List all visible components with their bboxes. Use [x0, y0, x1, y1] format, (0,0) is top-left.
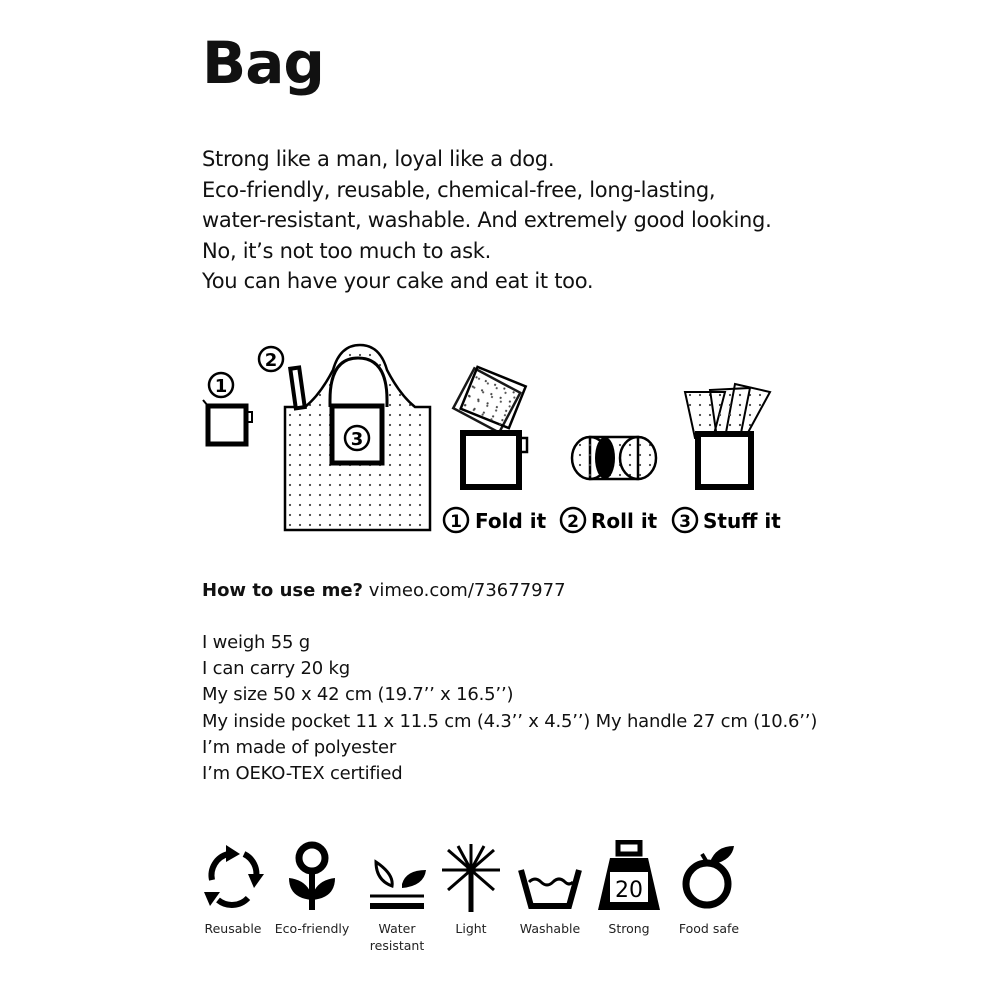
roll-it-icon: [572, 437, 656, 479]
svg-text:3: 3: [679, 512, 691, 532]
step-label-stuff: [673, 508, 781, 533]
intro-line: Strong like a man, loyal like a dog.: [202, 147, 555, 171]
svg-text:2: 2: [264, 350, 278, 371]
feature-label: [355, 920, 439, 954]
feature-label: Food safe: [678, 921, 740, 936]
spec-item: I weigh 55 g: [202, 632, 311, 653]
marker-2-icon: [259, 347, 283, 371]
wash-basin-icon: [515, 840, 585, 912]
feature-label: Strong: [608, 921, 650, 936]
recycle-icon: [198, 840, 268, 912]
feature-label-line: Water: [378, 921, 416, 936]
page-title: Bag: [202, 29, 324, 97]
feature-strong: [587, 840, 671, 937]
spec-item: I’m made of polyester: [202, 736, 397, 758]
spec-item: My size 50 x 42 cm (19.7’’ x 16.5’’): [202, 684, 514, 706]
feature-food-safe: [667, 840, 751, 937]
feature-water-resistant: [355, 840, 439, 954]
feature-label: Eco-friendly: [274, 921, 350, 936]
intro-line: No, it’s not too much to ask.: [202, 238, 491, 263]
pocket-icon: [203, 400, 252, 444]
svg-text:3: 3: [350, 429, 364, 450]
feature-label-line: resistant: [369, 938, 425, 953]
video-link[interactable]: vimeo.com/73677977: [368, 580, 566, 601]
intro-line: water-resistant, washable. And extremely good looking.: [202, 208, 772, 232]
feature-label: Washable: [519, 921, 581, 936]
svg-text:2: 2: [567, 512, 579, 532]
feature-label: Light: [455, 921, 487, 936]
water-drop-leaf-icon: [362, 840, 432, 912]
feature-washable: [508, 840, 592, 937]
spec-list: [202, 630, 817, 787]
spec-item: I can carry 20 kg: [202, 658, 350, 680]
feature-reusable: [191, 840, 275, 937]
dandelion-icon: [436, 840, 506, 912]
spec-item: My inside pocket 11 x 11.5 cm (4.3’’ x 4.5’’) My handle 27 cm (10.6’’): [202, 710, 818, 732]
feature-light: [429, 840, 513, 937]
intro-line: Eco-friendly, reusable, chemical-free, long-lasting,: [202, 177, 716, 202]
stuff-it-icon: [685, 384, 770, 487]
svg-text:20: 20: [615, 878, 643, 903]
flower-icon: [277, 840, 347, 912]
svg-text:Stuff it: Stuff it: [703, 509, 781, 533]
feature-label: Reusable: [204, 921, 262, 936]
bag-icon: [285, 345, 430, 530]
marker-1-icon: [209, 373, 233, 397]
svg-text:Fold it: Fold it: [475, 509, 547, 533]
svg-text:1: 1: [450, 512, 462, 532]
how-to-label: How to use me?: [202, 580, 363, 601]
spec-item: I’m OEKO-TEX certified: [202, 763, 403, 785]
svg-text:1: 1: [214, 376, 228, 397]
step-label-fold: [444, 508, 547, 533]
fold-it-icon: [453, 367, 527, 487]
weight-icon: [594, 840, 664, 912]
usage-illustration: [195, 340, 795, 540]
step-label-roll: [561, 508, 658, 533]
apple-icon: [674, 840, 744, 912]
feature-eco-friendly: [270, 840, 354, 937]
how-to-use: [202, 578, 566, 604]
svg-text:Roll it: Roll it: [591, 509, 658, 533]
intro-text: [202, 144, 902, 297]
intro-line: You can have your cake and eat it too.: [202, 269, 594, 293]
